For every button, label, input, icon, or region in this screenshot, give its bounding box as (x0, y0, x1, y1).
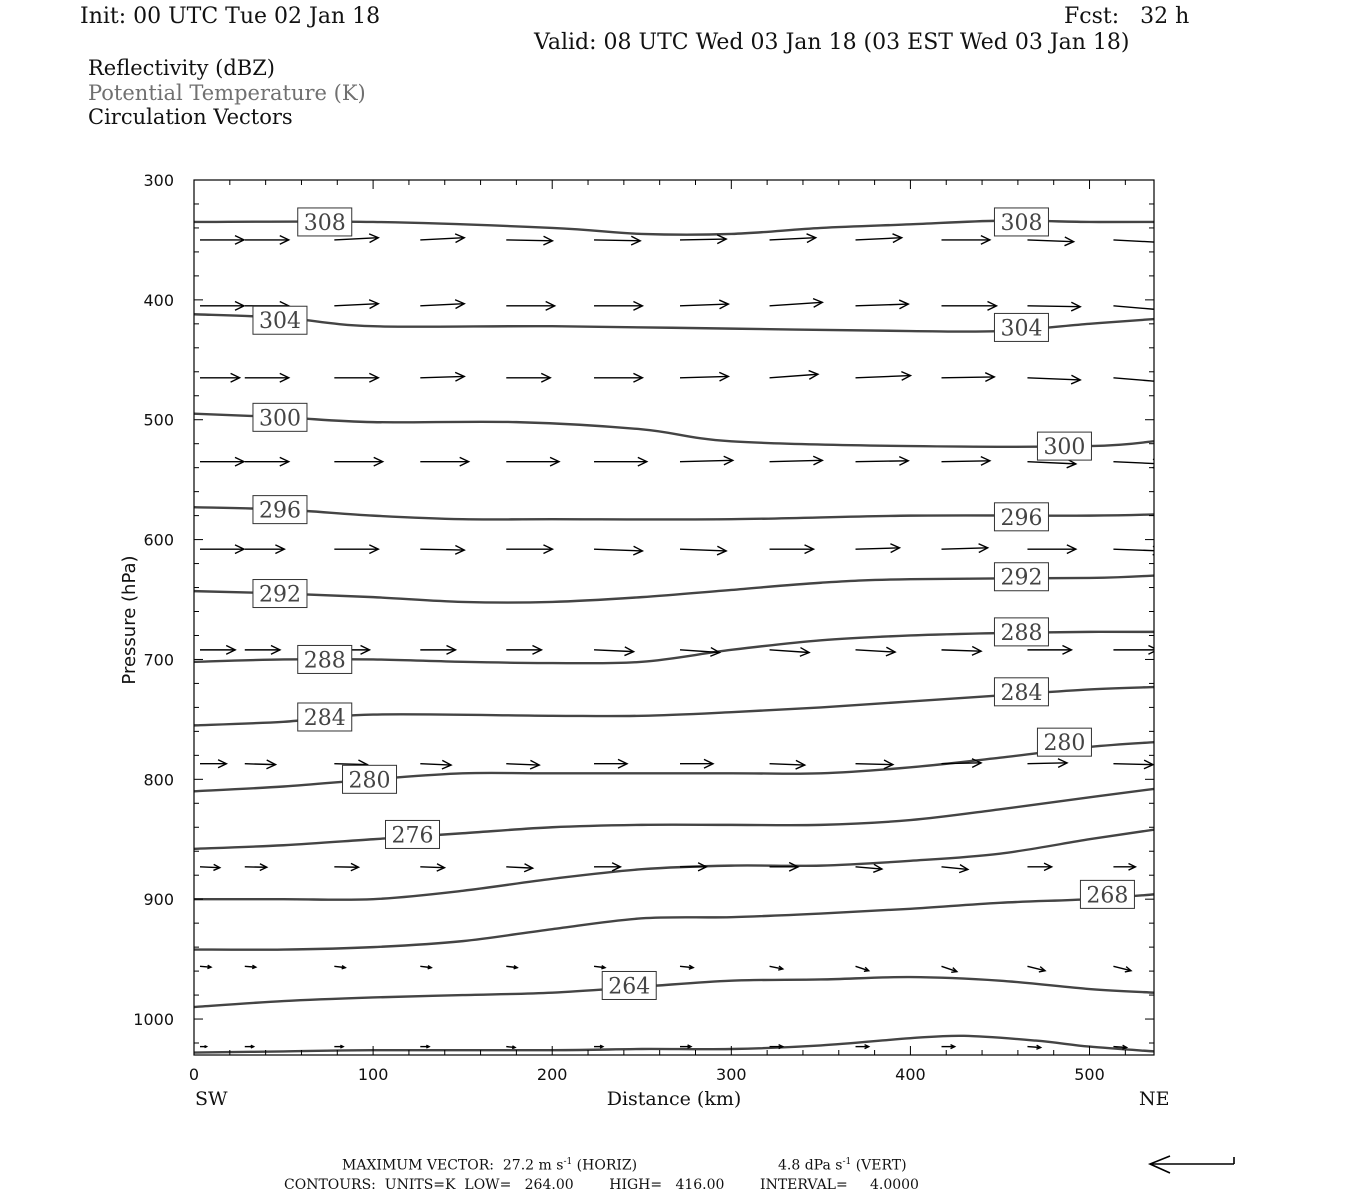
contours-info: CONTOURS: UNITS=K LOW= 264.00 HIGH= 416.00 INTERVAL= 4.0000 (284, 1177, 919, 1193)
circulation-vector (420, 457, 468, 466)
theta-contour-268 (194, 894, 1154, 949)
svg-text:284: 284 (1000, 680, 1043, 706)
y-tick-label: 500 (143, 410, 174, 430)
circulation-vector (200, 965, 211, 968)
y-tick-label: 600 (143, 530, 174, 550)
theta-contour-280 (194, 742, 1154, 794)
circulation-vector (245, 373, 289, 382)
circulation-vector (200, 545, 244, 554)
contour-label-284 (994, 678, 1048, 706)
circulation-vector (200, 646, 235, 655)
circulation-vector (334, 373, 378, 382)
circulation-vector (420, 300, 464, 309)
y-tick-label: 700 (143, 650, 174, 670)
contour-label-284 (298, 703, 352, 731)
circulation-vector (1113, 377, 1166, 386)
circulation-vector (941, 966, 956, 972)
circulation-vector (856, 1045, 869, 1049)
circulation-vector (245, 545, 285, 554)
circulation-vector (680, 759, 713, 768)
circulation-vector (856, 372, 911, 381)
svg-text:268: 268 (1086, 883, 1129, 909)
circulation-vector (680, 1045, 691, 1048)
circulation-vector (770, 966, 783, 970)
contour-label-304 (253, 306, 307, 334)
circulation-vector (245, 236, 289, 245)
max-vert-value: 4.8 (778, 1157, 801, 1174)
circulation-vector (941, 457, 989, 466)
contour-label-308 (298, 208, 352, 236)
circulation-vector (506, 646, 541, 655)
circulation-vector (1027, 302, 1080, 311)
circulation-vector (770, 371, 818, 380)
theta-contour-264 (194, 977, 1154, 1007)
svg-text:296: 296 (1000, 505, 1043, 531)
circulation-vector (856, 864, 882, 872)
circulation-vector (594, 546, 642, 555)
y-tick-label: 800 (143, 770, 174, 790)
contour-label-264 (602, 971, 656, 999)
theta-contour-276 (194, 789, 1154, 849)
x-endpoint-sw: SW (195, 1088, 228, 1110)
circulation-vector (594, 457, 647, 466)
svg-text:280: 280 (348, 768, 391, 794)
circulation-vector (594, 302, 642, 311)
circulation-vector (680, 372, 728, 381)
circulation-vector (1027, 545, 1075, 554)
circulation-vector (680, 546, 726, 555)
circulation-vector (770, 648, 810, 657)
circulation-vector (680, 456, 733, 465)
circulation-vector (856, 544, 900, 553)
circulation-vector (941, 373, 994, 382)
circulation-vector (200, 864, 220, 870)
circulation-vector (200, 457, 244, 466)
circulation-vector (1027, 646, 1071, 655)
legend-circulation-vectors: Circulation Vectors (88, 105, 293, 129)
circulation-vector (680, 863, 706, 871)
circulation-vector (856, 966, 869, 971)
contour-label-292 (994, 563, 1048, 591)
y-tick-label: 300 (143, 171, 174, 190)
svg-text:288: 288 (303, 648, 346, 674)
circulation-vector (245, 457, 289, 466)
circulation-vector (420, 372, 464, 381)
circulation-vector (594, 759, 627, 768)
circulation-vector (941, 544, 987, 553)
circulation-vector (420, 864, 444, 871)
circulation-vector (941, 865, 967, 873)
circulation-vector (200, 236, 244, 245)
contour-label-268 (1080, 880, 1134, 908)
circulation-vector (420, 646, 455, 655)
svg-text:276: 276 (391, 823, 434, 849)
svg-text:304: 304 (1000, 316, 1043, 342)
circulation-vector (334, 1045, 343, 1048)
circulation-vector (770, 299, 823, 308)
contour-label-304 (994, 313, 1048, 341)
circulation-vector (200, 373, 240, 382)
circulation-vector (1027, 966, 1045, 972)
circulation-vector (245, 760, 276, 769)
circulation-vector (200, 1046, 207, 1048)
svg-text:308: 308 (1000, 210, 1043, 236)
circulation-vector (506, 760, 539, 769)
svg-text:308: 308 (303, 210, 346, 236)
circulation-vector (1113, 966, 1131, 972)
max-vector-line (342, 1158, 637, 1173)
circulation-vector (420, 546, 464, 555)
legend-reflectivity: Reflectivity (dBZ) (88, 56, 276, 80)
max-horiz-value: 27.2 (502, 1157, 535, 1174)
contour-label-288 (298, 645, 352, 673)
y-tick-label: 400 (143, 290, 174, 310)
svg-text:284: 284 (303, 705, 346, 731)
circulation-vector (856, 647, 896, 656)
circulation-vector (506, 1046, 515, 1049)
circulation-vector (245, 965, 256, 968)
circulation-vector (594, 1045, 603, 1048)
circulation-vector (506, 966, 517, 969)
circulation-vector (1113, 760, 1153, 769)
x-tick-label: 200 (536, 1065, 568, 1084)
circulation-vector (506, 864, 532, 872)
circulation-vector (594, 236, 640, 245)
y-tick-label: 1000 (133, 1010, 174, 1030)
svg-text:300: 300 (1043, 435, 1086, 461)
circulation-vector (200, 760, 226, 768)
circulation-vector (1027, 237, 1073, 246)
circulation-vector (680, 300, 728, 309)
circulation-vector (245, 864, 267, 871)
circulation-vector (1027, 375, 1080, 384)
x-tick-label: 500 (1074, 1065, 1105, 1084)
circulation-vector (1113, 646, 1157, 655)
circulation-vector (1027, 759, 1067, 768)
svg-text:292: 292 (258, 582, 301, 608)
theta-contour-272 (194, 830, 1154, 900)
circulation-vector (856, 234, 902, 243)
circulation-vector (770, 234, 816, 243)
x-tick-label: 300 (716, 1065, 747, 1084)
contour-label-280 (1037, 728, 1091, 756)
circulation-vector (941, 1045, 954, 1049)
max-horiz-tag: (HORIZ) (576, 1157, 638, 1174)
circulation-vector (420, 760, 451, 769)
y-axis-label: Pressure (hPa) (119, 555, 140, 685)
circulation-vector (506, 373, 550, 382)
x-endpoint-ne: NE (1139, 1088, 1170, 1110)
contour-label-292 (253, 580, 307, 608)
svg-text:296: 296 (258, 498, 301, 524)
svg-text:304: 304 (258, 309, 301, 335)
svg-text:292: 292 (1000, 565, 1043, 591)
contour-label-296 (253, 496, 307, 524)
circulation-vector (770, 456, 823, 465)
circulation-vector (420, 966, 431, 969)
circulation-vector (334, 966, 345, 969)
circulation-vector (334, 300, 378, 309)
circulation-vector (594, 373, 642, 382)
valid-time-label: Valid: 08 UTC Wed 03 Jan 18 (03 EST Wed 03 Jan 18) (534, 30, 1130, 55)
circulation-vector (856, 457, 909, 466)
circulation-vector (941, 302, 996, 311)
theta-contour-300 (194, 414, 1154, 447)
circulation-vector (594, 647, 634, 656)
circulation-vector (1027, 863, 1051, 870)
x-tick-label: 100 (357, 1065, 389, 1084)
circulation-vector (594, 863, 620, 871)
circulation-vector (770, 545, 814, 554)
svg-text:288: 288 (1000, 620, 1043, 646)
contour-label-280 (343, 765, 397, 793)
contour-label-276 (386, 820, 440, 848)
init-label: Init: 00 UTC Tue 02 Jan 18 (80, 4, 381, 29)
circulation-vector (334, 457, 382, 466)
circulation-vector (680, 965, 693, 969)
circulation-vector (420, 234, 464, 243)
svg-text:264: 264 (608, 974, 651, 1000)
circulation-vector (856, 300, 909, 309)
circulation-vector (200, 302, 244, 311)
circulation-vector (245, 1045, 254, 1048)
contour-label-300 (253, 403, 307, 431)
circulation-vector (1113, 863, 1135, 870)
circulation-vector (941, 236, 989, 245)
x-tick-label: 400 (895, 1065, 926, 1084)
circulation-vector (245, 646, 280, 655)
contour-label-296 (994, 503, 1048, 531)
circulation-vector (420, 1045, 429, 1048)
circulation-vector (334, 863, 358, 870)
circulation-vector (506, 302, 554, 311)
max-vert-exponent: -1 (842, 1157, 852, 1167)
circulation-vector (770, 760, 805, 769)
contour-label-288 (994, 618, 1048, 646)
circulation-vector (1027, 1045, 1040, 1049)
circulation-vector (1113, 305, 1166, 314)
circulation-vector (770, 862, 799, 871)
circulation-vector (1113, 238, 1164, 247)
circulation-vector (941, 647, 981, 656)
x-tick-labels (189, 1065, 1105, 1084)
max-vert-line (778, 1158, 907, 1173)
svg-text:300: 300 (258, 406, 301, 432)
max-horiz-exponent: -1 (563, 1157, 573, 1167)
theta-contour-260 (194, 1036, 1154, 1053)
contour-label-308 (994, 208, 1048, 236)
y-tick-label: 900 (143, 890, 174, 910)
forecast-hour-label: Fcst: 32 h (1064, 4, 1190, 29)
max-vert-unit: dPa s (804, 1157, 843, 1174)
contour-label-300 (1037, 432, 1091, 460)
circulation-vector (941, 759, 981, 768)
circulation-vector (506, 236, 552, 245)
legend-potential-temperature: Potential Temperature (K) (88, 81, 366, 105)
reference-vector-icon (1150, 1156, 1234, 1173)
x-tick-label: 0 (188, 1065, 200, 1084)
x-axis-label: Distance (km) (606, 1088, 742, 1110)
svg-text:280: 280 (1043, 731, 1086, 757)
max-vert-tag: (VERT) (855, 1157, 907, 1174)
circulation-vector (334, 545, 378, 554)
max-vector-label: MAXIMUM VECTOR: (342, 1157, 494, 1174)
circulation-vector (594, 966, 605, 969)
circulation-vector (506, 545, 552, 554)
circulation-vector (856, 760, 893, 769)
circulation-vector (506, 457, 559, 466)
circulation-vector (680, 235, 726, 244)
max-horiz-unit: m s (538, 1157, 564, 1174)
